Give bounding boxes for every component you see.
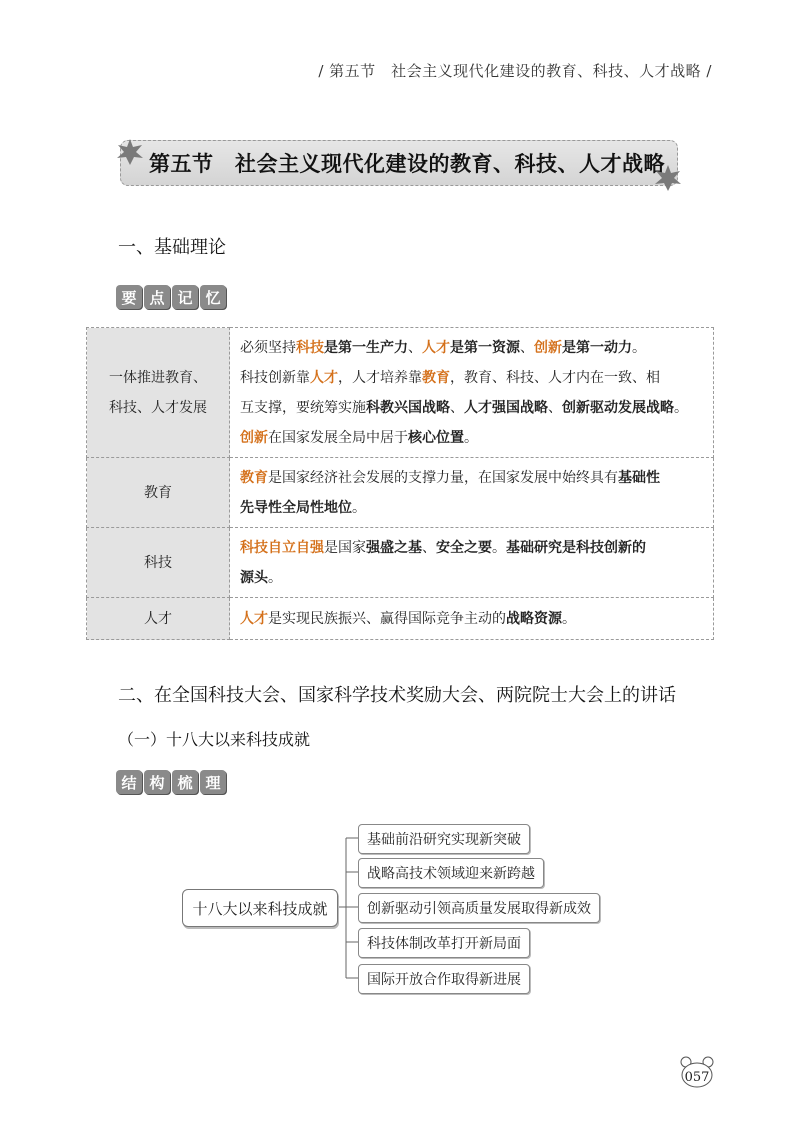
description-cell: [230, 328, 714, 458]
highlight-keyword: 教育: [240, 469, 268, 486]
text-run: 、: [422, 539, 436, 556]
tag-structure: [116, 770, 226, 794]
text-run: ，人才培养靠: [338, 369, 422, 386]
tag-char: 记: [172, 285, 198, 309]
page-number-badge: [678, 1055, 716, 1089]
tag-char: 忆: [200, 285, 226, 309]
bold-phrase: 先导性全局性地位: [240, 499, 352, 516]
page-number: 057: [684, 1070, 710, 1085]
term-cell: [87, 458, 230, 528]
table-row: [87, 598, 714, 640]
highlight-keyword: 人才: [240, 610, 268, 627]
highlight-keyword: 人才: [310, 369, 338, 386]
tag-char: 理: [200, 770, 226, 794]
text-run: 。: [464, 429, 478, 446]
term-line: 人才: [144, 610, 172, 627]
highlight-keyword: 教育: [422, 369, 450, 386]
tag-char: 点: [144, 285, 170, 309]
text-run: 、: [520, 339, 534, 356]
mindmap-root: 十八大以来科技成就: [182, 889, 338, 927]
text-run: 是国家: [324, 539, 366, 556]
text-run: 。: [268, 569, 282, 586]
text-run: 。: [674, 399, 688, 416]
bold-phrase: 科教兴国战略: [366, 399, 450, 416]
leaf-icon: [653, 163, 683, 193]
description-line: [240, 563, 703, 593]
table-row: [87, 458, 714, 528]
tag-char: 要: [116, 285, 142, 309]
description-line: [240, 423, 703, 453]
description-line: [240, 604, 703, 634]
description-cell: [230, 528, 714, 598]
term-line: 一体推进教育、: [109, 369, 207, 386]
term-line: 科技、人才发展: [109, 399, 207, 416]
bold-phrase: 人才强国战略: [464, 399, 548, 416]
description-line: [240, 393, 703, 423]
bold-phrase: 核心位置: [408, 429, 464, 446]
part1-heading: 一、基础理论: [118, 237, 226, 258]
leaf-icon: [115, 137, 145, 167]
text-run: 互支撑，要统筹实施: [240, 399, 366, 416]
key-points-table: [86, 327, 714, 640]
section-title: 第五节 社会主义现代化建设的教育、科技、人才战略: [149, 152, 665, 176]
description-line: [240, 363, 703, 393]
bold-phrase: 基础性: [618, 469, 660, 486]
description-line: [240, 493, 703, 523]
mindmap-branch: 国际开放合作取得新进展: [358, 964, 530, 994]
text-run: 是国家经济社会发展的支撑力量，在国家发展中始终具有: [268, 469, 618, 486]
highlight-keyword: 科技: [296, 339, 324, 356]
tag-key-points: [116, 285, 226, 309]
tag-char: 结: [116, 770, 142, 794]
mindmap-branch: 战略高技术领域迎来新跨越: [358, 858, 544, 888]
bold-phrase: 源头: [240, 569, 268, 586]
term-cell: [87, 598, 230, 640]
bold-phrase: 是第一生产力: [324, 339, 408, 356]
text-run: 。: [632, 339, 646, 356]
section-banner: [120, 140, 678, 186]
term-cell: [87, 528, 230, 598]
text-run: 、: [548, 399, 562, 416]
highlight-keyword: 创新: [534, 339, 562, 356]
mindmap-branch: 创新驱动引领高质量发展取得新成效: [358, 893, 600, 923]
text-run: 、: [450, 399, 464, 416]
highlight-keyword: 创新: [240, 429, 268, 446]
running-header: / 第五节 社会主义现代化建设的教育、科技、人才战略 /: [318, 62, 712, 80]
bold-phrase: 战略资源: [506, 610, 562, 627]
term-line: 科技: [144, 554, 172, 571]
highlight-keyword: 科技自立自强: [240, 539, 324, 556]
description-cell: [230, 458, 714, 528]
text-run: 是实现民族振兴、赢得国际竞争主动的: [268, 610, 506, 627]
text-run: 。: [352, 499, 366, 516]
text-run: 。: [492, 539, 506, 556]
text-run: 。: [562, 610, 576, 627]
table-row: [87, 328, 714, 458]
text-run: 必须坚持: [240, 339, 296, 356]
sub1-heading: （一）十八大以来科技成就: [118, 730, 311, 749]
term-line: 教育: [144, 484, 172, 501]
tag-char: 梳: [172, 770, 198, 794]
text-run: 科技创新靠: [240, 369, 310, 386]
text-run: 在国家发展全局中居于: [268, 429, 408, 446]
description-line: [240, 533, 703, 563]
mindmap-branch: 科技体制改革打开新局面: [358, 928, 530, 958]
description-line: [240, 333, 703, 363]
bold-phrase: 安全之要: [436, 539, 492, 556]
term-cell: [87, 328, 230, 458]
bold-phrase: 创新驱动发展战略: [562, 399, 674, 416]
description-cell: [230, 598, 714, 640]
part2-heading: 二、在全国科技大会、国家科学技术奖励大会、两院院士大会上的讲话: [118, 685, 676, 706]
bold-phrase: 强盛之基: [366, 539, 422, 556]
highlight-keyword: 人才: [422, 339, 450, 356]
bold-phrase: 是第一动力: [562, 339, 632, 356]
bold-phrase: 基础研究是科技创新的: [506, 539, 646, 556]
bold-phrase: 是第一资源: [450, 339, 520, 356]
text-run: ，教育、科技、人才内在一致、相: [450, 369, 660, 386]
description-line: [240, 463, 703, 493]
tag-char: 构: [144, 770, 170, 794]
table-row: [87, 528, 714, 598]
text-run: 、: [408, 339, 422, 356]
mindmap-branch: 基础前沿研究实现新突破: [358, 824, 530, 854]
